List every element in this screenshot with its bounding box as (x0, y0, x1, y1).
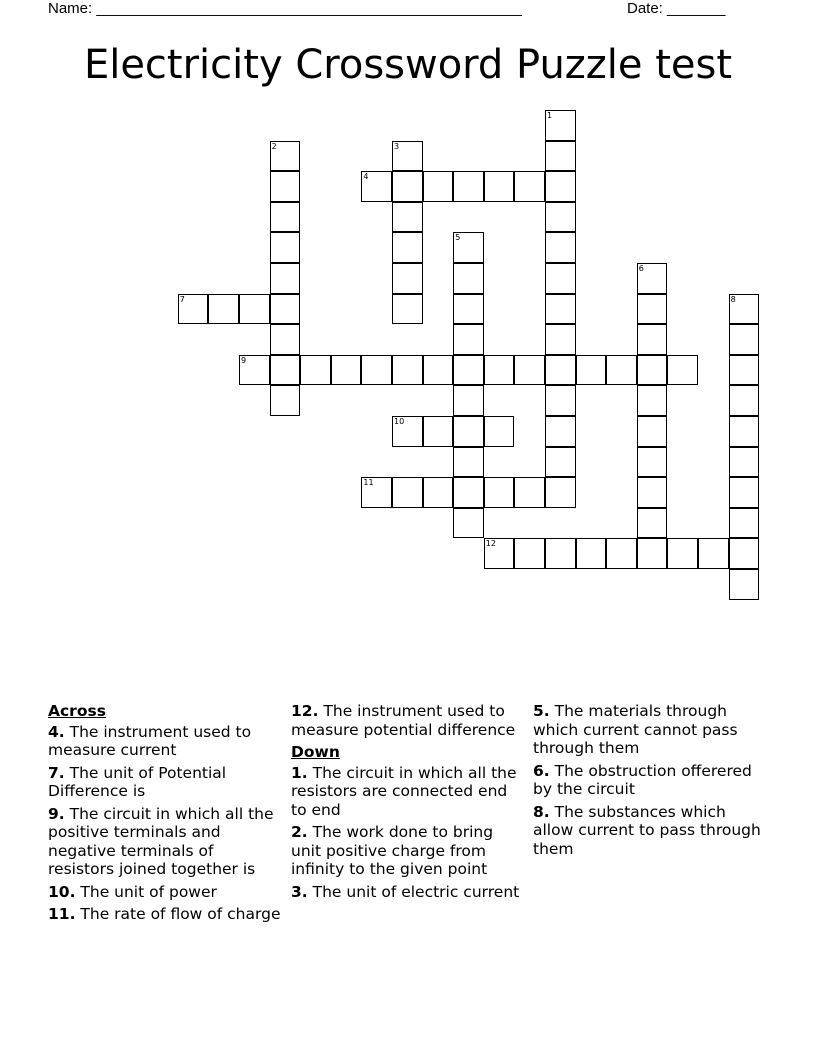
clue-down-8 (533, 803, 768, 859)
grid-cell (637, 447, 668, 478)
clues-column-1 (48, 702, 283, 928)
clue-text: The substances which allow current to pass through them (533, 802, 761, 858)
grid-cell (729, 569, 760, 600)
grid-cell (545, 385, 576, 416)
grid-cell (361, 171, 392, 202)
clue-text: The work done to bring unit positive charge from infinity to the given point (291, 823, 494, 878)
clue-across-9 (48, 805, 283, 879)
clue-number: 4. (48, 722, 65, 741)
grid-cell (392, 263, 423, 294)
clue-number: 5. (533, 702, 550, 720)
grid-cell (576, 538, 607, 569)
grid-cell (270, 294, 301, 325)
clue-across-10 (48, 883, 283, 902)
cell-number: 2 (271, 141, 277, 151)
grid-cell (667, 538, 698, 569)
clue-text: The unit of power (80, 882, 217, 901)
grid-cell (270, 171, 301, 202)
grid-cell (545, 263, 576, 294)
grid-cell (545, 110, 576, 141)
cell-number: 10 (394, 417, 405, 426)
grid-cell (514, 477, 545, 508)
grid-cell (637, 324, 668, 355)
grid-cell (423, 416, 454, 447)
grid-cell (637, 508, 668, 539)
grid-cell (300, 355, 331, 386)
clue-text: The obstruction offerered by the circuit (533, 761, 752, 798)
grid-cell (270, 355, 301, 386)
cell-number: 4 (363, 172, 369, 182)
grid-cell (423, 477, 454, 508)
clue-down-1 (291, 764, 526, 820)
grid-cell (331, 355, 362, 386)
grid-cell (453, 355, 484, 386)
grid-cell (729, 416, 760, 447)
grid-cell (208, 294, 239, 325)
grid-cell (361, 477, 392, 508)
clue-number: 9. (48, 804, 65, 823)
grid-cell (545, 232, 576, 263)
clue-across-4 (48, 723, 283, 760)
grid-cell (729, 324, 760, 355)
grid-cell (270, 141, 301, 172)
grid-cell (423, 355, 454, 386)
grid-cell (453, 447, 484, 478)
grid-cell (453, 232, 484, 263)
cell-number: 8 (730, 294, 736, 304)
clue-text: The materials through which current cannot pass through them (533, 702, 738, 757)
grid-cell (637, 355, 668, 386)
cell-number: 3 (394, 141, 400, 151)
grid-cell (484, 355, 515, 386)
cell-number: 1 (547, 111, 553, 120)
grid-cell (698, 538, 729, 569)
cell-number: 7 (179, 294, 185, 304)
clue-number: 8. (533, 802, 550, 821)
clues-column-2 (291, 702, 526, 905)
grid-cell (453, 416, 484, 447)
grid-cell (606, 538, 637, 569)
grid-cell (392, 232, 423, 263)
grid-cell (637, 294, 668, 325)
cell-number: 12 (485, 539, 496, 549)
grid-cell (392, 141, 423, 172)
grid-cell (178, 294, 209, 325)
grid-cell (484, 416, 515, 447)
clue-text: The unit of electric current (312, 882, 520, 901)
grid-cell (545, 141, 576, 172)
clue-number: 11. (48, 905, 76, 923)
grid-cell (729, 477, 760, 508)
grid-cell (545, 416, 576, 447)
grid-cell (545, 447, 576, 478)
grid-cell (270, 232, 301, 263)
clue-down-2 (291, 823, 526, 879)
grid-cell (453, 385, 484, 416)
grid-cell (729, 355, 760, 386)
clue-across-12 (291, 702, 526, 739)
clues-column-3 (533, 702, 768, 862)
cell-number: 5 (455, 233, 461, 243)
across-heading: Across (48, 702, 106, 720)
clue-number: 10. (48, 882, 76, 901)
grid-cell (729, 447, 760, 478)
clue-across-11 (48, 905, 283, 924)
grid-cell (453, 171, 484, 202)
grid-cell (514, 538, 545, 569)
grid-cell (423, 171, 454, 202)
grid-cell (545, 477, 576, 508)
grid-cell (239, 294, 270, 325)
grid-cell (545, 538, 576, 569)
clue-down-3 (291, 883, 526, 902)
grid-cell (729, 294, 760, 325)
cell-number: 6 (638, 264, 644, 273)
grid-cell (270, 385, 301, 416)
clue-text: The instrument used to measure potential difference (291, 702, 516, 739)
grid-cell (392, 294, 423, 325)
clue-text: The rate of flow of charge (80, 905, 281, 923)
grid-cell (453, 508, 484, 539)
grid-cell (729, 538, 760, 569)
clue-number: 7. (48, 763, 65, 782)
grid-cell (453, 477, 484, 508)
grid-cell (637, 416, 668, 447)
grid-cell (392, 416, 423, 447)
clue-text: The unit of Potential Difference is (48, 763, 227, 800)
grid-cell (239, 355, 270, 386)
date-line: Date: _______ (627, 0, 726, 17)
grid-cell (392, 355, 423, 386)
grid-cell (729, 508, 760, 539)
name-line: Name: ___________________________________________________ (48, 0, 522, 17)
clue-down-5 (533, 702, 768, 758)
grid-cell (545, 294, 576, 325)
grid-cell (484, 477, 515, 508)
clue-down-6 (533, 762, 768, 799)
grid-cell (453, 324, 484, 355)
grid-cell (484, 171, 515, 202)
cell-number: 11 (363, 478, 374, 488)
grid-cell (637, 477, 668, 508)
grid-cell (545, 202, 576, 233)
clue-number: 1. (291, 763, 308, 782)
grid-cell (545, 355, 576, 386)
grid-cell (361, 355, 392, 386)
grid-cell (392, 202, 423, 233)
grid-cell (270, 202, 301, 233)
grid-cell (667, 355, 698, 386)
clue-text: The instrument used to measure current (48, 722, 252, 759)
grid-cell (545, 171, 576, 202)
grid-cell (729, 385, 760, 416)
clue-number: 12. (291, 702, 319, 720)
grid-cell (637, 538, 668, 569)
grid-cell (514, 171, 545, 202)
clue-across-7 (48, 764, 283, 801)
clue-number: 2. (291, 823, 308, 841)
grid-cell (270, 263, 301, 294)
grid-cell (606, 355, 637, 386)
cell-number: 9 (241, 355, 247, 365)
grid-cell (270, 324, 301, 355)
grid-cell (637, 385, 668, 416)
grid-cell (576, 355, 607, 386)
grid-cell (484, 538, 515, 569)
clue-number: 3. (291, 882, 308, 901)
grid-cell (392, 171, 423, 202)
grid-cell (545, 324, 576, 355)
page-title: Electricity Crossword Puzzle test (83, 42, 733, 88)
clue-text: The circuit in which all the positive terminals and negative terminals of resistors joined together is (48, 804, 274, 878)
grid-cell (453, 263, 484, 294)
grid-cell (637, 263, 668, 294)
grid-cell (453, 294, 484, 325)
down-heading: Down (291, 743, 340, 761)
clue-number: 6. (533, 761, 550, 780)
grid-cell (392, 477, 423, 508)
grid-cell (514, 355, 545, 386)
clue-text: The circuit in which all the resistors are connected end to end (291, 763, 517, 819)
